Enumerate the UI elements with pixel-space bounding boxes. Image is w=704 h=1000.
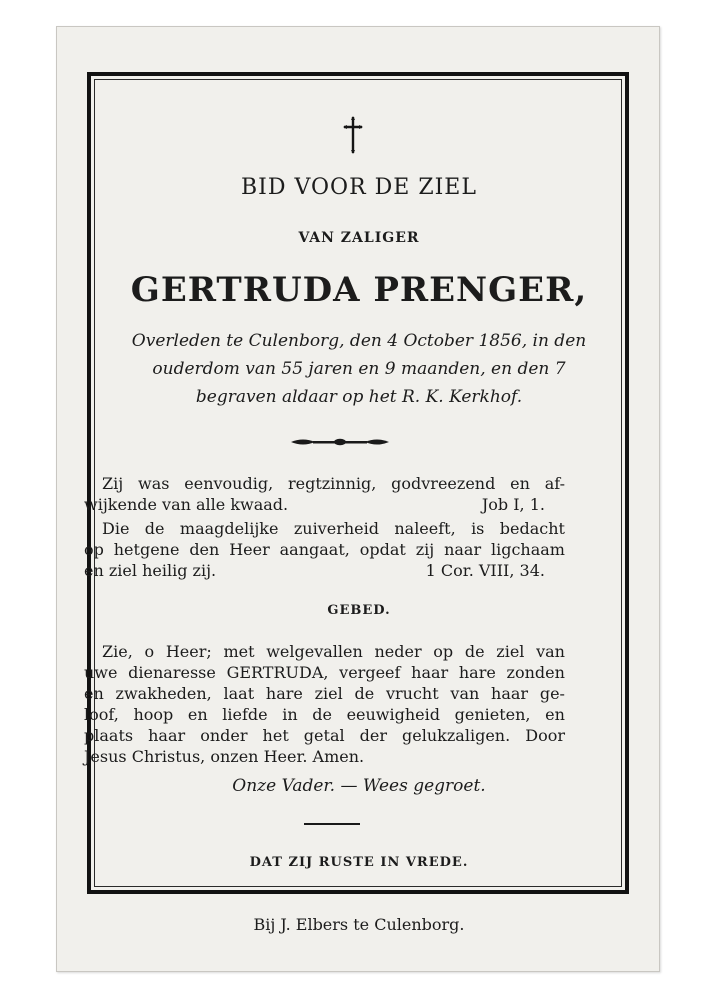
printer-imprint: Bij J. Elbers te Culenborg. [253,915,465,934]
verse-corinthians [84,518,565,581]
details-line: Overleden te Culenborg, den 4 October 1856, in den [131,331,587,351]
memorial-card [56,26,660,972]
text-line: uwe dienaresse GERTRUDA, vergeef haar hare zonden [84,663,565,682]
verse-job [84,473,565,515]
deceased-name: GERTRUDA PRENGER, [130,270,588,310]
text-line: Zie, o Heer; met welgevallen neder op de ziel van [102,642,565,661]
short-rule-divider [304,823,360,825]
text-line: op hetgene den Heer aangaat, opdat zij naar ligchaam [84,540,565,559]
ornament-divider [289,436,391,448]
scripture-reference: Job I, 1. [481,495,545,514]
details-line: ouderdom van 55 jaren en 9 maanden, en den 7 [152,359,566,379]
rest-in-peace: DAT ZIJ RUSTE IN VREDE. [249,855,469,870]
scripture-reference: 1 Cor. VIII, 34. [425,561,545,580]
text-line: Jesus Christus, onzen Heer. Amen. [84,747,365,766]
details-line: begraven aldaar op het R. K. Kerkhof. [195,387,523,407]
text-line: wijkende van alle kwaad. Job I, 1. [84,494,565,515]
text-line: loof, hoop en liefde in de eeuwigheid genieten, en [84,705,565,724]
closing-prayers: Onze Vader. — Wees gegroet. [232,776,486,796]
text-line: Die de maagdelijke zuiverheid naleeft, is bedacht [102,519,565,538]
text-line: plaats haar onder het getal der gelukzaligen. Door [84,726,565,745]
text-line: en ziel heilig zij. 1 Cor. VIII, 34. [84,560,565,581]
death-details [57,327,661,411]
prayer-text [84,641,565,767]
text-line: en zwakheden, laat hare ziel de vrucht van haar ge- [84,684,565,703]
subheading: VAN ZALIGER [298,230,420,246]
heading: BID VOOR DE ZIEL [241,175,477,200]
prayer-title: GEBED. [327,603,391,618]
text-line: Zij was eenvoudig, regtzinnig, godvreezend en af- [102,474,565,493]
card-content [57,27,661,973]
